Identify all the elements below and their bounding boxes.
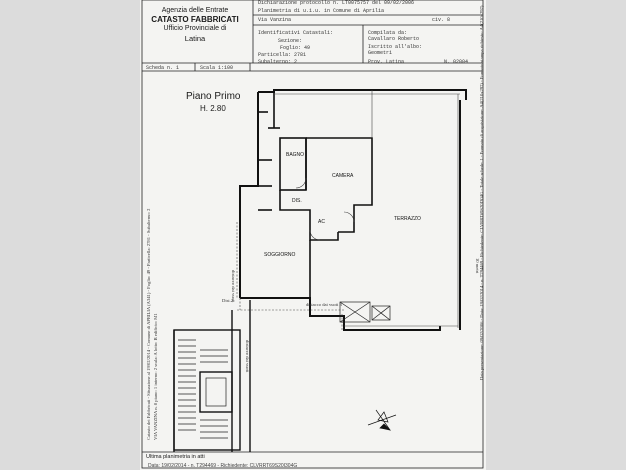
compiler-name: Cavallaro Roberto [368,36,420,42]
margin-note-2: VIA VANZINA n. 8 piano: 1 interno: 2 scala: A lotto: B edificio: M1 [153,313,158,440]
agency-office: Ufficio Provinciale di [163,25,227,32]
albo-value: Geometri [368,50,393,56]
identificativi-label: Identificativi Catastali: [258,30,334,36]
registration-number: N. 02004 [444,59,469,65]
compilata-label: Compilata da: [368,30,408,36]
request-data-line: Data: 19/02/2014 - n. T294469 - Richiedente: CLVRRT69S20I304G [148,463,298,469]
foglio-value: Foglio: 49 [280,45,311,51]
province-label: Prov. Latina [368,59,405,65]
note-distacco-vertical: distacco dai vuoti [231,270,236,303]
scale-right-label: 10 metri [475,258,480,274]
agency-province: Latina [184,34,206,43]
scale-label: Scala 1:100 [200,65,234,71]
scheda-number: Scheda n. 1 [146,65,180,71]
civic-number: civ. 8 [432,17,451,23]
floor-title: Piano Primo [186,91,241,102]
north-arrow-icon [368,410,396,430]
note-distacco: distacco dai vuoti 3 [306,302,342,307]
room-camera: CAMERA [332,173,354,179]
iscritto-label: Iscritto all'albo: [368,44,423,50]
margin-note-1: Catasto dei Fabbricati - Situazione al 19/02/2014 - Comune di APRILIA (A341) - Foglio: 49 - Particella: 2781 - Subalterno: 2 [146,208,151,440]
note-dist2: Dist.2 [222,298,234,303]
address-line: Via Vanzina [258,17,292,23]
note-distacco-vertical-2: distacco dai vuoti [245,340,250,373]
floor-plan-drawing [140,0,486,470]
declaration-protocol: Dichiarazione protocollo n. LT0075757 del 09/02/2006 [258,0,415,6]
particella-value: Particella: 2781 [258,52,307,58]
room-ac: AC [318,219,325,225]
cadastral-sheet [140,0,486,470]
room-dis: DIS. [292,198,302,204]
subalterno-value: Subalterno: 2 [258,59,298,65]
room-soggiorno: SOGGIORNO [264,252,296,258]
margin-note-right: Data presentazione: 09/02/2006 - Data: 19/02/2014 - n. T294469 - Richiedente: CLVRRT69S20I304G - Totale schede: 1 - Formato di acquisizione: A4(210x297) - Formato stampa richiesto: A4(210x297) [479,5,484,380]
agency-catasto: CATASTO FABBRICATI [151,15,239,24]
sezione-label: Sezione: [278,38,303,44]
room-terrazzo: TERRAZZO [394,216,421,222]
floor-height: H. 2.80 [200,104,226,113]
agency-name: Agenzia delle Entrate [161,7,229,14]
latest-plan-note: Ultima planimetria in atti [146,454,205,460]
room-bagno: BAGNO [286,152,305,158]
planimetria-line: Planimetria di u.i.u. in Comune di Aprilia [258,8,385,14]
